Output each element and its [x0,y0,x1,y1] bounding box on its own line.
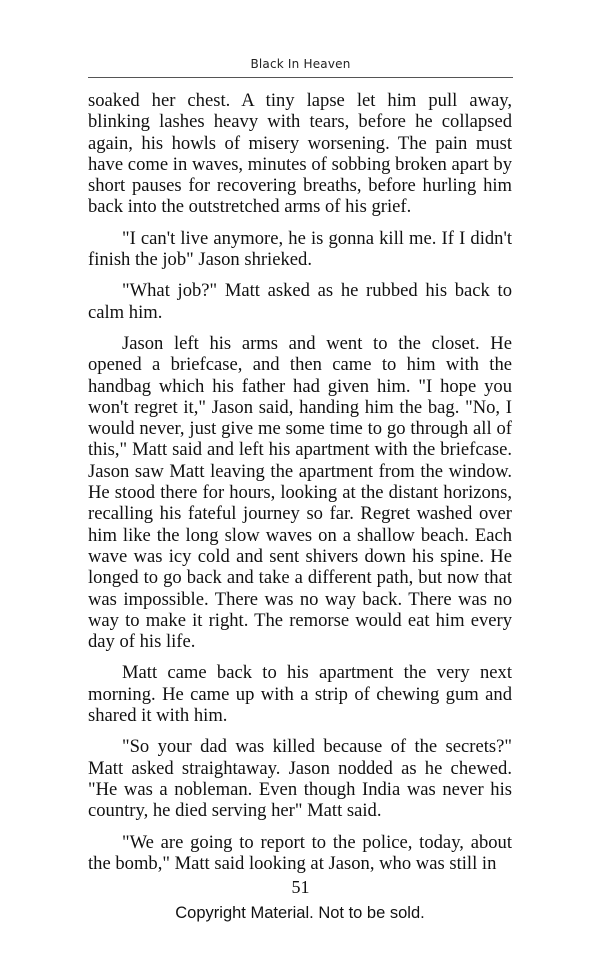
paragraph-3: "What job?" Matt asked as he rubbed his back to calm him. [88,280,512,323]
paragraph-4: Jason left his arms and went to the closet. He opened a briefcase, and then came to him with the handbag which his father had given him. "I hope you won't regret it," Jason said, handing him the bag. "No, I would never, just give me some time to go through all of this," Matt said and left his apartment with the briefcase. Jason saw Matt leaving the apartment from the window. He stood there for hours, looking at the distant horizons, recalling his fateful journey so far. Regret washed over him like the long slow waves on a shallow beach. Each wave was icy cold and sent shivers down his spine. He longed to go back and take a different path, but now that was impossible. There was no way back. There was no way to make it right. The remorse would eat him every day of his life. [88,332,512,653]
paragraph-7: "We are going to report to the police, today, about the bomb," Matt said looking at Jason, who was still in [88,831,512,874]
copyright-notice: Copyright Material. Not to be sold. [175,904,425,922]
paragraph-6: "So your dad was killed because of the secrets?" Matt asked straightaway. Jason nodded as he chewed. "He was a nobleman. Even though India was never his country, he died serving her" Matt said. [88,736,512,822]
paragraph-2: "I can't live anymore, he is gonna kill me. If I didn't finish the job" Jason shrieked. [88,227,512,271]
header-divider [88,77,513,78]
page-number: 51 [291,877,310,897]
paragraph-5: Matt came back to his apartment the very next morning. He came up with a strip of chewing gum and shared it with him. [88,662,512,727]
paragraph-1: soaked her chest. A tiny lapse let him pull away, blinking lashes heavy with tears, before he collapsed again, his howls of misery worsening. The pain must have come in waves, minutes of sobbing broken apart by short pauses for recovering breaths, before hurling him back into the outstretched arms of his grief. [88,90,512,218]
page-body [88,90,512,884]
running-header-title: Black In Heaven [250,57,351,71]
